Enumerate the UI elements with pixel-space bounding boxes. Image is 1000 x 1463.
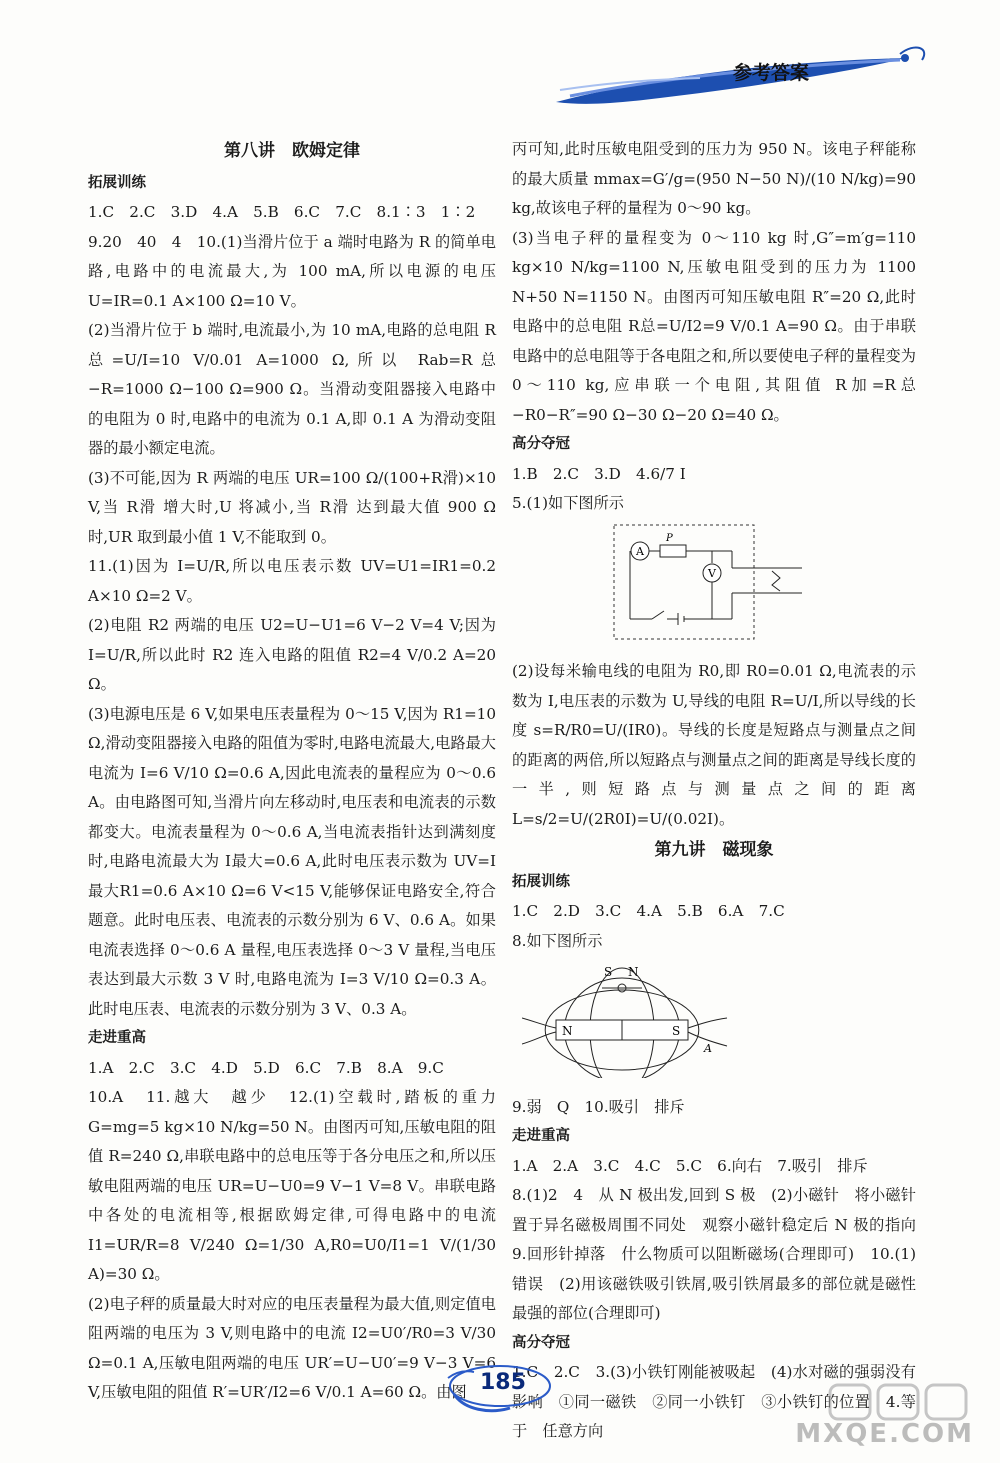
subsection-title: 走进重高: [512, 1128, 570, 1144]
answer-paragraph: 1.A 2.A 3.C 4.C 5.C 6.向右 7.吸引 排斥: [512, 1156, 868, 1175]
point-a-label: A: [704, 1042, 712, 1055]
left-column: [88, 135, 496, 1408]
subsection-title: 拓展训练: [88, 174, 146, 191]
magnet-s-label: S: [672, 1024, 681, 1038]
voltmeter-label: V: [708, 566, 716, 580]
slider-label: P: [666, 532, 673, 544]
subsection-title: 高分夺冠: [512, 436, 570, 452]
answer-paragraph: 丙可知,此时压敏电阻受到的压力为 950 N。该电子秤能称的最大质量 mmax=G′/g=(950 N−50 N)/(10 N/kg)=90 kg,故该电子秤的量程为 0～90 kg。: [512, 140, 916, 217]
answer-paragraph: 9.弱 Q 10.吸引 排斥: [512, 1097, 685, 1116]
compass-n-label: N: [628, 965, 639, 979]
magnet-figure: [512, 960, 916, 1089]
section-title: 第八讲 欧姆定律: [224, 141, 360, 161]
answer-paragraph: 8.如下图所示: [512, 931, 603, 950]
answer-paragraph: 5.(1)如下图所示: [512, 494, 624, 512]
answer-paragraph: (3)当电子秤的量程变为 0～110 kg 时,G″=m′g=110 kg×10 N/kg=1100 N,压敏电阻受到的压力为 1100 N+50 N=1150 N。由图丙可知压敏电阻 R″=20 Ω,此时电路中的总电阻 R总=U/I2=9 V/0.1 A=90 Ω。由于串联电路中的总电阻等于各电阻之和,所以要使电子秤的量程变为 0～110 kg,应串联一个电阻,其阻值 R加=R总−R0−R″=90 Ω−30 Ω−20 Ω=40 Ω。: [512, 228, 916, 424]
subsection-title: 走进重高: [88, 1030, 146, 1046]
page-number: 185: [480, 1370, 526, 1395]
answer-paragraph: (3)不可能,因为 R 两端的电压 UR=100 Ω/(100+R滑)×10 V,当 R滑 增大时,U 将减小,当 R滑 达到最大值 900 Ω 时,UR 取到最小值 1 V,不能取到 0。: [88, 468, 496, 546]
answer-paragraph: 8.(1)2 4 从 N 极出发,回到 S 极 (2)小磁针 将小磁针置于异名磁极周围不同处 观察小磁针稳定后 N 极的指向 9.回形针掉落 什么物质可以阻断磁场(合理即可) 10.(1)错误 (2)用该磁铁吸引铁屑,吸引铁屑最多的部位就是磁性最强的部位(合理即可): [512, 1186, 932, 1322]
answer-paragraph: 1.B 2.C 3.D 4.6/7 I: [512, 464, 686, 483]
answer-paragraph: (2)电子秤的质量最大时对应的电压表量程为最大值,则定值电阻两端的电压为 3 V,则电路中的电流 I2=U0′/R0=3 V/30 Ω=0.1 A,压敏电阻两端的电压 UR′=U−U0′=9 V−3 V=6 V,压敏电阻的阻值 R′=UR′/I2=6 V/0.1 A=60 Ω。由图: [88, 1294, 496, 1401]
header-banner: [0, 0, 1000, 120]
header-title: 参考答案: [733, 62, 810, 84]
compass-s-label: S: [604, 965, 613, 979]
answer-paragraph: 9.20 40 4 10.(1)当滑片位于 a 端时电路为 R 的简单电路,电路中的电流最大,为 100 mA,所以电源的电压 U=IR=0.1 A×100 Ω=10 V。: [88, 232, 496, 310]
page-number-badge: [440, 1358, 560, 1418]
magnet-n-label: N: [562, 1024, 573, 1038]
watermark-text: MXQE.COM: [795, 1419, 974, 1449]
subsection-title: 拓展训练: [512, 873, 570, 890]
answer-paragraph: 1.C 2.C 3.(3)小铁钉刚能被吸起 (4)水对磁的强弱没有影响 ①同一磁铁 ②同一小铁钉 ③小铁钉的位置 4.等于 任意方向: [512, 1363, 916, 1440]
answer-paragraph: (3)电源电压是 6 V,如果电压表量程为 0～15 V,因为 R1=10 Ω,滑动变阻器接入电路的阻值为零时,电路电流最大,电路最大电流为 I=6 V/10 Ω=0.6 A,因此电流表的量程应为 0～0.6 A。由电路图可知,当滑片向左移动时,电压表和电流表的示数都变大。电流表量程为 0～0.6 A,当电流表指针达到满刻度时,电路电流最大为 I最大=0.6 A,此时电压表示数为 UV=I最大R1=0.6 A×10 Ω=6 V<15 V,能够保证电路安全,符合题意。此时电压表、电流表的示数分别为 6 V、0.6 A。如果电流表选择 0～0.6 A 量程,电压表选择 0～3 V 量程,当电压表达到最大示数 3 V 时,电路电流为 I=3 V/10 Ω=0.3 A。此时电压表、电流表的示数分别为 3 V、0.3 A。: [88, 704, 496, 1018]
right-column: [512, 135, 932, 1447]
subsection-title: 高分夺冠: [512, 1334, 570, 1351]
answer-paragraph: 10.A 11.越大 越少 12.(1)空载时,踏板的重力 G=mg=5 kg×10 N/kg=50 N。由图丙可知,压敏电阻的阻值 R=240 Ω,串联电路中的总电压等于各分电压之和,所以压敏电阻两端的电压 UR=U−U0=9 V−1 V=8 V。串联电路中各处的电流相等,根据欧姆定律,可得电路中的电流 I1=UR/R=8 V/240 Ω=1/30 A,R0=U0/I1=1 V/(1/30 A)=30 Ω。: [88, 1088, 496, 1283]
answer-paragraph: 1.C 2.C 3.D 4.A 5.B 6.C 7.C 8.1∶3 1∶2: [88, 203, 476, 221]
section-title: 第九讲 磁现象: [654, 840, 774, 860]
answer-paragraph: (2)当滑片位于 b 端时,电流最小,为 10 mA,电路的总电阻 R总=U/I=10 V/0.01 A=1000 Ω,所以 Rab=R总−R=1000 Ω−100 Ω=900 Ω。当滑动变阻器接入电路中的电阻为 0 时,电路中的电流为 0.1 A,即 0.1 A 为滑动变阻器的最小额定电流。: [88, 321, 496, 457]
magnet-field-diagram: [522, 960, 732, 1078]
watermark: [770, 1381, 980, 1451]
answer-paragraph: 1.A 2.C 3.C 4.D 5.D 6.C 7.B 8.A 9.C: [88, 1058, 444, 1077]
banner-swoosh: [0, 0, 1000, 120]
answer-paragraph: 1.C 2.D 3.C 4.A 5.B 6.A 7.C: [512, 902, 785, 920]
answer-paragraph: (2)电阻 R2 两端的电压 U2=U−U1=6 V−2 V=4 V;因为 I=U/R,所以此时 R2 连入电路的阻值 R2=4 V/0.2 A=20 Ω。: [88, 616, 496, 693]
circuit-diagram: [612, 523, 812, 643]
answer-paragraph: (2)设每米输电线的电阻为 R0,即 R0=0.01 Ω,电流表的示数为 I,电压表的示数为 U,导线的电阻 R=U/I,所以导线的长度 s=R/R0=U/(IR0)。导线的长度是短路点与测量点之间的距离的两倍,所以短路点与测量点之间的距离是导线长度的一半,则短路点与测量点之间的距离 L=s/2=U/(2R0I)=U/(0.02I)。: [512, 662, 916, 828]
circuit-figure: [512, 523, 916, 654]
ammeter-label: A: [636, 544, 644, 558]
answer-paragraph: 11.(1)因为 I=U/R,所以电压表示数 UV=U1=IR1=0.2 A×10 Ω=2 V。: [88, 557, 496, 605]
